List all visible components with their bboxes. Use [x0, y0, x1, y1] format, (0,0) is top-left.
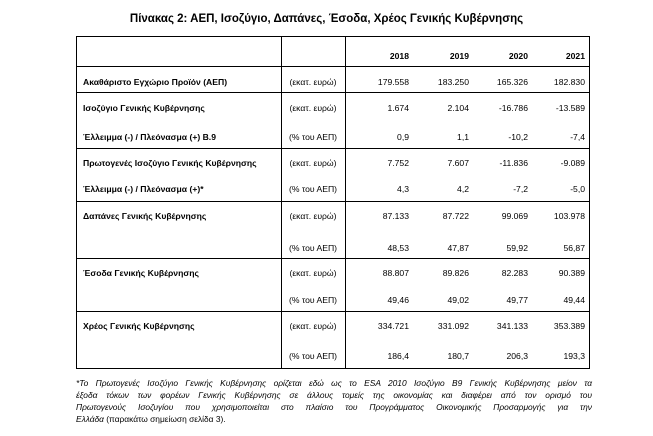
row-divider: [77, 66, 589, 67]
row-label: Ισοζύγιο Γενικής Κυβέρνησης: [83, 103, 205, 113]
cell-value: 89.826: [442, 268, 469, 278]
cell-value: 193,3: [563, 351, 585, 361]
cell-value: 334.721: [377, 321, 409, 331]
cell-value: 49,02: [447, 295, 469, 305]
footnote: [76, 377, 592, 425]
footnote-line: [76, 413, 592, 425]
row-label: Χρέος Γενικής Κυβέρνησης: [83, 321, 195, 331]
cell-value: 82.283: [501, 268, 528, 278]
cell-value: 331.092: [437, 321, 469, 331]
cell-value: 353.389: [553, 321, 585, 331]
row-unit: (εκατ. ευρώ): [289, 103, 337, 113]
cell-value: 206,3: [506, 351, 528, 361]
footnote-line: Πρωτογενούς Ισοζυγίου που χρησιμοποιείται στο πλαίσιο του Προγράμματος Οικονομικής Προσαρμογής για την: [76, 402, 592, 412]
year-header: 2020: [508, 51, 528, 61]
cell-value: 179.558: [377, 77, 409, 87]
year-header: 2021: [565, 51, 585, 61]
cell-value: 341.133: [496, 321, 528, 331]
cell-value: 47,87: [447, 243, 469, 253]
cell-value: 49,44: [563, 295, 585, 305]
row-divider: [77, 148, 589, 149]
row-label: Έλλειμμα (-) / Πλεόνασμα (+)*: [83, 184, 204, 194]
year-header: 2018: [389, 51, 409, 61]
row-label: Δαπάνες Γενικής Κυβέρνησης: [83, 211, 207, 221]
cell-value: 4,3: [397, 184, 409, 194]
row-unit: (% του ΑΕΠ): [288, 132, 338, 142]
cell-value: 183.250: [437, 77, 469, 87]
cell-value: 87.133: [382, 211, 409, 221]
cell-value: 48,53: [387, 243, 409, 253]
cell-value: 180,7: [447, 351, 469, 361]
cell-value: 49,77: [506, 295, 528, 305]
cell-value: -7,2: [513, 184, 528, 194]
row-unit: (% του ΑΕΠ): [288, 243, 338, 253]
row-label: Έλλειμμα (-) / Πλεόνασμα (+) Β.9: [83, 132, 216, 142]
cell-value: 0,9: [397, 132, 409, 142]
row-unit: (εκατ. ευρώ): [289, 268, 337, 278]
cell-value: -5,0: [570, 184, 585, 194]
row-unit: (% του ΑΕΠ): [288, 184, 338, 194]
column-divider: [345, 37, 346, 368]
row-label: Πρωτογενές Ισοζύγιο Γενικής Κυβέρνησης: [83, 158, 257, 168]
cell-value: 90.389: [558, 268, 585, 278]
cell-value: 59,92: [506, 243, 528, 253]
cell-value: 1,1: [457, 132, 469, 142]
cell-value: 4,2: [457, 184, 469, 194]
cell-value: 99.069: [501, 211, 528, 221]
cell-value: 186,4: [387, 351, 409, 361]
cell-value: 88.807: [382, 268, 409, 278]
row-unit: (% του ΑΕΠ): [288, 351, 338, 361]
footnote-page-reference: (παρακάτω σημείωση σελίδα 3).: [106, 414, 226, 424]
cell-value: -11.836: [499, 158, 528, 168]
cell-value: -13.589: [555, 103, 585, 113]
row-unit: (εκατ. ευρώ): [289, 77, 337, 87]
cell-value: -7,4: [570, 132, 585, 142]
row-label: Έσοδα Γενικής Κυβέρνησης: [83, 268, 199, 278]
row-unit: (εκατ. ευρώ): [289, 158, 337, 168]
row-divider: [77, 311, 589, 312]
cell-value: -10,2: [508, 132, 528, 142]
footnote-text: Ελλάδα: [76, 414, 104, 424]
row-divider: [77, 258, 589, 259]
row-label: Ακαθάριστο Εγχώριο Προϊόν (ΑΕΠ): [83, 77, 228, 87]
cell-value: 56,87: [563, 243, 585, 253]
data-table: [76, 36, 590, 369]
row-divider: [77, 92, 589, 93]
row-unit: (% του ΑΕΠ): [288, 295, 338, 305]
cell-value: -9.089: [560, 158, 585, 168]
row-unit: (εκατ. ευρώ): [289, 321, 337, 331]
row-divider: [77, 201, 589, 202]
cell-value: 103.978: [553, 211, 585, 221]
cell-value: -16.786: [498, 103, 528, 113]
cell-value: 7.752: [387, 158, 409, 168]
cell-value: 165.326: [496, 77, 528, 87]
cell-value: 182.830: [553, 77, 585, 87]
footnote-line: έξοδα τόκων των φορέων Γενικής Κυβέρνησης σε άλλους τομείς της οικονομίας και διαφέρει από τον ορισμό του: [76, 390, 592, 400]
row-unit: (εκατ. ευρώ): [289, 211, 337, 221]
cell-value: 49,46: [387, 295, 409, 305]
cell-value: 1.674: [387, 103, 409, 113]
year-header: 2019: [449, 51, 469, 61]
cell-value: 87.722: [442, 211, 469, 221]
cell-value: 2.104: [447, 103, 469, 113]
table-title: Πίνακας 2: ΑΕΠ, Ισοζύγιο, Δαπάνες, Έσοδα, Χρέος Γενικής Κυβέρνησης: [129, 13, 524, 25]
cell-value: 7.607: [447, 158, 469, 168]
footnote-line: *Το Πρωτογενές Ισοζύγιο Γενικής Κυβέρνησης ορίζεται εδώ ως το ESA 2010 Ισοζύγιο Β9 Γενικής Κυβέρνησης μείον τα: [76, 378, 592, 388]
